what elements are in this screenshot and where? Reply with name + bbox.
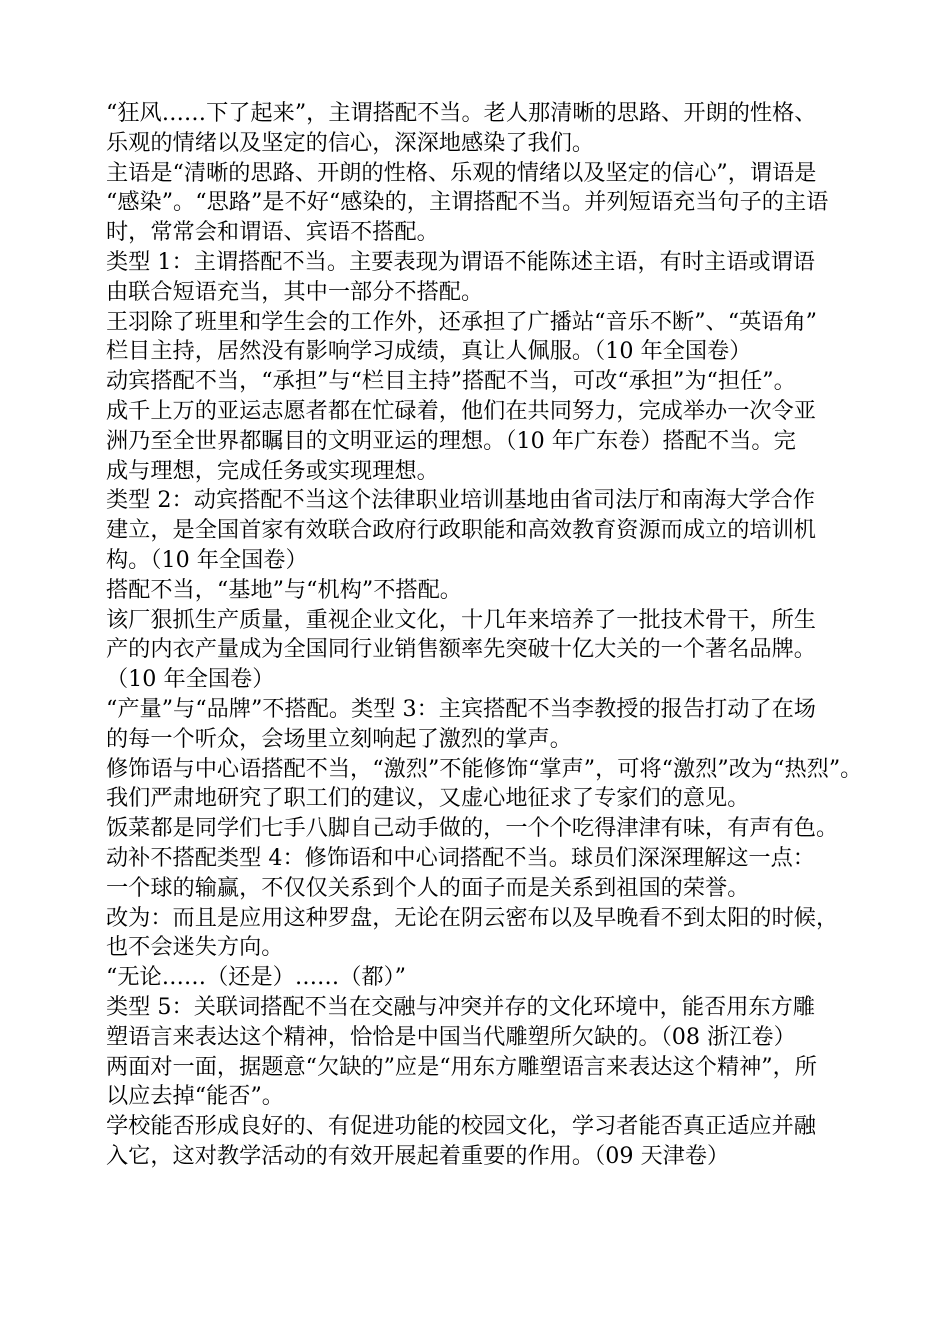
text-line: 王羽除了班里和学生会的工作外，还承担了广播站“音乐不断”、“英语角” bbox=[106, 308, 817, 335]
text-line: 时，常常会和谓语、宾语不搭配。 bbox=[106, 219, 439, 246]
text-line: 的每一个听众，会场里立刻响起了激烈的掌声。 bbox=[106, 725, 572, 752]
text-line: 栏目主持，居然没有影响学习成绩，真让人佩服。（10 年全国卷） bbox=[106, 338, 752, 365]
text-line: 也不会迷失方向。 bbox=[106, 934, 284, 961]
text-line: 我们严肃地研究了职工们的建议，又虚心地征求了专家们的意见。 bbox=[106, 785, 750, 812]
text-line: 产的内衣产量成为全国同行业销售额率先突破十亿大关的一个著名品牌。 bbox=[106, 636, 816, 663]
text-line: 饭菜都是同学们七手八脚自己动手做的，一个个吃得津津有味，有声有色。 bbox=[106, 815, 839, 842]
text-line: “产量”与“品牌”不搭配。类型 3：主宾搭配不当李教授的报告打动了在场 bbox=[106, 695, 816, 722]
text-line: “狂风……下了起来”，主谓搭配不当。老人那清晰的思路、开朗的性格、 bbox=[106, 100, 817, 126]
text-line: 动宾搭配不当，“承担”与“栏目主持”搭配不当，可改“承担”为“担任”。 bbox=[106, 368, 796, 395]
text-line: 两面对一面，据题意“欠缺的”应是“用东方雕塑语言来表达这个精神”，所 bbox=[106, 1053, 817, 1080]
document-body bbox=[106, 99, 876, 1172]
text-line: 搭配不当，“基地”与“机构”不搭配。 bbox=[106, 576, 462, 603]
text-line: 入它，这对教学活动的有效开展起着重要的作用。（09 天津卷） bbox=[106, 1142, 730, 1169]
text-line: 成千上万的亚运志愿者都在忙碌着，他们在共同努力，完成举办一次令亚 bbox=[106, 397, 816, 424]
text-line: 由联合短语充当，其中一部分不搭配。 bbox=[106, 278, 484, 305]
text-line: 主语是“清晰的思路、开朗的性格、乐观的情绪以及坚定的信心”，谓语是 bbox=[106, 159, 817, 186]
text-line: 学校能否形成良好的、有促进功能的校园文化，学习者能否真正适应并融 bbox=[106, 1113, 816, 1140]
text-line: 类型 5：关联词搭配不当在交融与冲突并存的文化环境中，能否用东方雕 bbox=[106, 993, 815, 1020]
text-line: 洲乃至全世界都瞩目的文明亚运的理想。（10 年广东卷）搭配不当。完 bbox=[106, 427, 796, 454]
text-line: “感染”。“思路”是不好“感染的，主谓搭配不当。并列短语充当句子的主语 bbox=[106, 189, 829, 216]
text-line: “无论……（还是）……（都）” bbox=[106, 964, 407, 991]
text-line: 修饰语与中心语搭配不当，“激烈”不能修饰“掌声”，可将“激烈”改为“热烈”。 bbox=[106, 755, 863, 782]
text-line: 建立，是全国首家有效联合政府行政职能和高效教育资源而成立的培训机 bbox=[106, 517, 816, 544]
text-line: 该厂狠抓生产质量，重视企业文化，十几年来培养了一批技术骨干，所生 bbox=[106, 606, 816, 633]
text-line: 构。（10 年全国卷） bbox=[106, 546, 308, 573]
text-line: 类型 2：动宾搭配不当这个法律职业培训基地由省司法厅和南海大学合作 bbox=[106, 487, 815, 514]
text-line: 改为：而且是应用这种罗盘，无论在阴云密布以及早晚看不到太阳的时候， bbox=[106, 904, 839, 931]
text-line: 以应去掉“能否”。 bbox=[106, 1083, 284, 1110]
text-line: 类型 1：主谓搭配不当。主要表现为谓语不能陈述主语，有时主语或谓语 bbox=[106, 248, 815, 275]
text-line: 乐观的情绪以及坚定的信心，深深地感染了我们。 bbox=[106, 129, 595, 156]
text-line: 一个球的输赢，不仅仅关系到个人的面子而是关系到祖国的荣誉。 bbox=[106, 874, 750, 901]
text-line: 动补不搭配类型 4：修饰语和中心词搭配不当。球员们深深理解这一点： bbox=[106, 844, 815, 871]
text-line: 塑语言来表达这个精神，恰恰是中国当代雕塑所欠缺的。（08 浙江卷） bbox=[106, 1023, 796, 1050]
text-line: 成与理想，完成任务或实现理想。 bbox=[106, 457, 439, 484]
text-line: （10 年全国卷） bbox=[106, 666, 275, 693]
